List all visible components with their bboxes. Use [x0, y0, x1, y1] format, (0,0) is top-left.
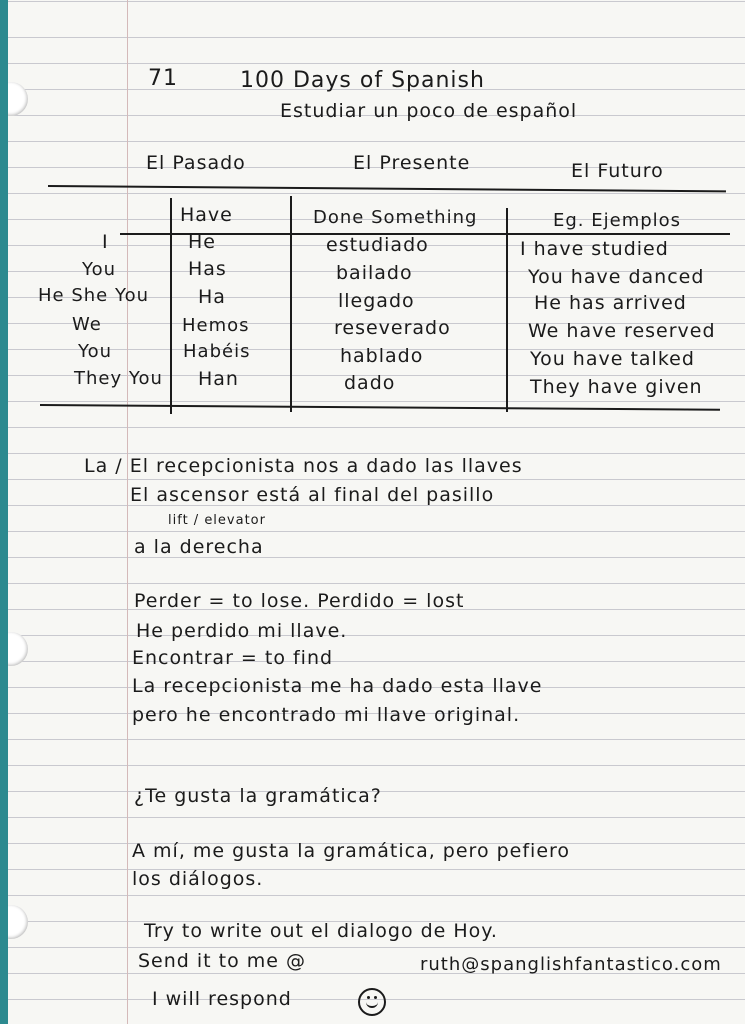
- page-title: 100 Days of Spanish: [240, 68, 485, 93]
- table-cell-example: I have studied: [520, 238, 669, 260]
- note-annotation: lift / elevator: [168, 513, 266, 528]
- note-line: pero he encontrado mi llave original.: [132, 704, 521, 726]
- table-header-example: Eg. Ejemplos: [553, 210, 682, 231]
- table-cell-have: Ha: [198, 286, 226, 308]
- note-line: Encontrar = to find: [132, 647, 334, 669]
- table-cell-pronoun: You: [78, 341, 113, 362]
- table-cell-example: You have talked: [530, 348, 695, 370]
- note-line: los diálogos.: [132, 868, 264, 890]
- table-bottom-rule: [40, 404, 720, 411]
- table-cell-done: reseverado: [334, 317, 451, 339]
- table-cell-have: Habéis: [183, 341, 251, 362]
- note-line: Send it to me @: [138, 950, 307, 972]
- table-cell-have: Has: [188, 258, 227, 280]
- smiley-face-icon: [358, 988, 386, 1016]
- note-line: I will respond: [152, 988, 292, 1010]
- punch-hole: [8, 82, 28, 116]
- table-column-rule: [290, 196, 292, 412]
- punch-hole: [8, 905, 28, 939]
- table-column-rule: [506, 208, 508, 412]
- table-header-have: Have: [180, 204, 233, 226]
- table-cell-done: bailado: [336, 262, 413, 284]
- day-number: 71: [148, 66, 178, 91]
- table-column-rule: [170, 198, 172, 414]
- table-cell-have: Han: [198, 368, 239, 390]
- table-cell-pronoun: We: [72, 314, 102, 335]
- note-line: He perdido mi llave.: [136, 620, 348, 642]
- table-cell-done: hablado: [340, 345, 424, 367]
- margin-line: [127, 0, 128, 1024]
- note-line: Perder = to lose. Perdido = lost: [134, 590, 465, 612]
- tense-future: El Futuro: [571, 160, 664, 182]
- table-cell-pronoun: You: [82, 259, 117, 280]
- table-header-done: Done Something: [313, 207, 478, 228]
- note-line: Try to write out el dialogo de Hoy.: [144, 920, 498, 942]
- note-line: La recepcionista me ha dado esta llave: [132, 675, 543, 697]
- table-cell-done: llegado: [338, 290, 415, 312]
- table-cell-example: He has arrived: [534, 292, 687, 314]
- table-cell-done: dado: [344, 372, 396, 394]
- table-cell-pronoun: I: [102, 231, 109, 253]
- table-cell-have: Hemos: [182, 315, 250, 336]
- table-cell-example: You have danced: [528, 266, 705, 288]
- email-address: ruth@spanglishfantastico.com: [420, 954, 722, 975]
- table-cell-example: We have reserved: [528, 320, 716, 342]
- divider-line: [48, 185, 726, 192]
- note-question: ¿Te gusta la gramática?: [134, 785, 382, 807]
- tense-past: El Pasado: [146, 152, 246, 174]
- note-line: El ascensor está al final del pasillo: [130, 484, 495, 506]
- note-line: a la derecha: [134, 536, 264, 558]
- notebook-page: [8, 0, 745, 1024]
- tense-present: El Presente: [353, 152, 471, 174]
- table-cell-done: estudiado: [326, 234, 429, 256]
- table-cell-have: He: [188, 231, 216, 253]
- table-cell-pronoun: They You: [74, 368, 163, 389]
- note-line: La / El recepcionista nos a dado las llaves: [84, 455, 523, 477]
- table-cell-example: They have given: [530, 376, 703, 398]
- page-subtitle: Estudiar un poco de español: [280, 100, 578, 122]
- table-cell-pronoun: He She You: [38, 285, 149, 306]
- punch-hole: [8, 632, 28, 666]
- note-line: A mí, me gusta la gramática, pero pefiero: [132, 840, 571, 862]
